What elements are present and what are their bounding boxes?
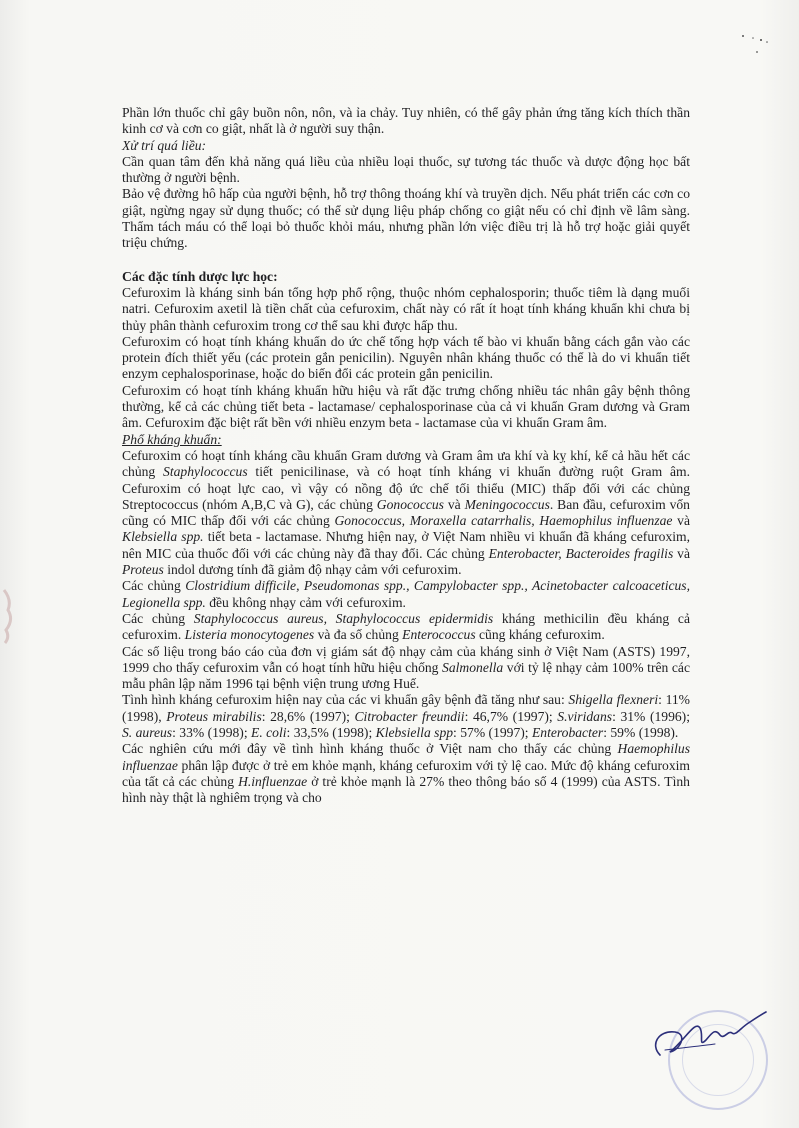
text-run: Cefuroxim có hoạt tính kháng khuẩn do ức chế tổng hợp vách tế bào vi khuẩn bằng cách gắn vào các protein đích thiết yếu (các protein gắn penicilin). Nguyên nhân kháng thuốc có thể là do vi khuẩn tiết enzym cephalosporinase, hoặc do biến đổi các protein gắn penicilin. [122, 333, 690, 382]
italic-term: H.influenzae [238, 773, 308, 789]
subsection-heading: Phổ kháng khuẩn: [122, 431, 222, 447]
text-run: ở trẻ khỏe mạnh là 27% theo thông báo số 4 (1999) của ASTS. Tình hình này thật là nghiêm trọng và cho [122, 773, 690, 806]
text-run: và [443, 496, 465, 512]
text-run: . Ban đầu, cefuroxim vốn cũng có MIC thấp đối với các chủng [122, 496, 690, 529]
text-run: Các số liệu trong báo cáo của đơn vị giám sát độ nhạy cảm của kháng sinh ở Việt Nam (ASTS) 1997, 1999 cho thấy cefuroxim vẫn có hoạt tính hữu hiệu chống [122, 643, 690, 675]
scan-edge-smudge [0, 585, 22, 645]
body-paragraph [122, 448, 690, 578]
italic-term: Enterobacter, Bacteroides fragilis [488, 545, 674, 561]
italic-term: S.viridans [557, 708, 613, 724]
italic-term: Gonococcus [376, 496, 444, 512]
text-run: Cần quan tâm đến khả năng quá liều của nhiều loại thuốc, sự tương tác thuốc và dược động học bất thường ở người bệnh. [122, 153, 690, 186]
text-run: Cefuroxim là kháng sinh bán tổng hợp phổ rộng, thuộc nhóm cephalosporin; thuốc tiêm là dạng muối natri. Cefuroxim axetil là tiền chất của cefuroxim, chất này có rất ít hoạt tính kháng khuẩn khi chưa bị thủy phân thành cefuroxim trong cơ thể sau khi được hấp thu. [122, 284, 690, 333]
body-paragraph [122, 105, 690, 138]
italic-term: Clostridium difficile, Pseudomonas spp., Campylobacter spp., Acinetobacter calcoaceticus, Legionella spp. [122, 578, 690, 610]
text-run: Cefuroxim có hoạt tính kháng khuẩn hữu hiệu và rất đặc trưng chống nhiều tác nhân gây bệnh thông thường, kể cả các chủng tiết beta - lactamase/ cephalosporinase của cả vi khuẩn Gram dương và Gram âm. Cefuroxim đặc biệt rất bền với nhiều enzym beta - lactamase của vi khuẩn Gram âm. [122, 382, 690, 431]
body-paragraph [122, 611, 690, 644]
body-paragraph [122, 285, 690, 334]
italic-term: Enterobacter [531, 724, 604, 740]
italic-term: Proteus mirabilis [166, 708, 262, 724]
italic-term: Staphylococcus aureus, Staphylococcus epidermidis [193, 610, 494, 626]
section-heading: Các đặc tính dược lực học: [122, 268, 278, 284]
text-run: kháng methicilin đều kháng cả cefuroxim. [122, 610, 690, 643]
body-paragraph [122, 334, 690, 383]
text-run: : 33,5% (1998); [286, 724, 376, 740]
body-paragraph [122, 644, 690, 693]
text-run: và [672, 513, 690, 529]
text-run: : 59% (1998). [603, 724, 679, 740]
subsection-heading: Xử trí quá liều: [122, 137, 207, 153]
text-run: Các chủng [122, 578, 186, 594]
italic-term: Shigella flexneri [568, 692, 659, 708]
text-run: với tỷ lệ nhạy cảm 100% trên các mẫu phân lập năm 1996 tại bệnh viện trung ương Huế. [122, 659, 690, 692]
italic-term: Proteus [122, 562, 164, 578]
italic-term: Listeria monocytogenes [184, 627, 315, 643]
italic-term: Citrobacter freundii [354, 708, 465, 724]
italic-term: Salmonella [442, 659, 504, 675]
text-run: và đa số chủng [314, 627, 403, 643]
text-run: Các chủng [122, 610, 194, 626]
text-run: : 11% (1998), [122, 692, 690, 724]
text-run: Các nghiên cứu mới đây về tình hình kháng thuốc ở Việt nam cho thấy các chủng [122, 741, 618, 757]
text-run: đều không nhạy cảm với cefuroxim. [205, 594, 406, 610]
text-run: : 28,6% (1997); [261, 708, 355, 724]
body-paragraph [122, 154, 690, 187]
text-run: cũng kháng cefuroxim. [475, 627, 605, 643]
body-paragraph [122, 186, 690, 251]
italic-term: Klebsiella spp. [122, 529, 204, 545]
text-run: và [673, 545, 690, 561]
text-run: : 46,7% (1997); [464, 708, 558, 724]
text-run: Tình hình kháng cefuroxim hiện nay của các vi khuẩn gây bệnh đã tăng như sau: [122, 692, 569, 708]
italic-term: Haemophilus influenzae [122, 741, 690, 773]
body-paragraph [122, 741, 690, 806]
body-paragraph [122, 578, 690, 611]
italic-term: Staphylococcus [163, 464, 248, 480]
text-run: indol dương tính đã giảm độ nhạy cảm với cefuroxim. [163, 562, 462, 578]
text-run: tiết penicilinase, và có hoạt tính kháng vi khuẩn đường ruột Gram âm. Cefuroxim có hoạt lực cao, vì vậy có nồng độ ức chế tối thiểu (MIC) thấp đối với các chủng Streptococcus (nhóm A,B,C và G), các chủng [122, 464, 690, 512]
text-run: Bảo vệ đường hô hấp của người bệnh, hỗ trợ thông thoáng khí và truyền dịch. Nếu phát triển các cơn co giật, ngừng ngay sử dụng thuốc; có thể sử dụng liệu pháp chống co giật nếu có chỉ định về lâm sàng. Thẩm tách máu có thể loại bỏ thuốc khỏi máu, nhưng phần lớn việc điều trị là hỗ trợ hoặc giải quyết triệu chứng. [122, 186, 690, 251]
text-run: : 31% (1996); [612, 708, 690, 724]
text-run: phân lập được ở trẻ em khỏe mạnh, kháng cefuroxim với tỷ lệ cao. Mức độ kháng cefuroxim của tất cả các chủng [122, 757, 690, 789]
text-run: : 57% (1997); [453, 724, 532, 740]
italic-term: Gonococcus, Moraxella catarrhalis, Haemophilus influenzae [334, 513, 673, 529]
body-paragraph [122, 692, 690, 741]
text-run: : 33% (1998); [172, 724, 252, 740]
document-body [122, 105, 690, 806]
italic-term: Meningococcus [464, 496, 550, 512]
text-run: Cefuroxim có hoạt tính kháng cầu khuẩn Gram dương và Gram âm ưa khí và kỵ khí, kể cả hầu hết các chủng [122, 447, 690, 480]
italic-term: S. aureus [122, 724, 173, 740]
italic-term: Enterococcus [402, 627, 476, 643]
text-run: Phần lớn thuốc chỉ gây buồn nôn, nôn, và ỉa chảy. Tuy nhiên, có thể gây phản ứng tăng kích thích thần kinh cơ và cơn co giật, nhất là ở người suy thận. [122, 105, 690, 137]
body-paragraph [122, 383, 690, 432]
handwritten-signature [640, 1000, 770, 1070]
scan-speck-marks [735, 28, 775, 58]
italic-term: Klebsiella spp [375, 724, 454, 740]
text-run: tiết beta - lactamase. Nhưng hiện nay, ở Việt Nam nhiều vi khuẩn đã kháng cefuroxim, nên MIC của thuốc đối với các chủng này đã thay đổi. Các chủng [122, 529, 690, 561]
italic-term: E. coli [251, 724, 287, 740]
